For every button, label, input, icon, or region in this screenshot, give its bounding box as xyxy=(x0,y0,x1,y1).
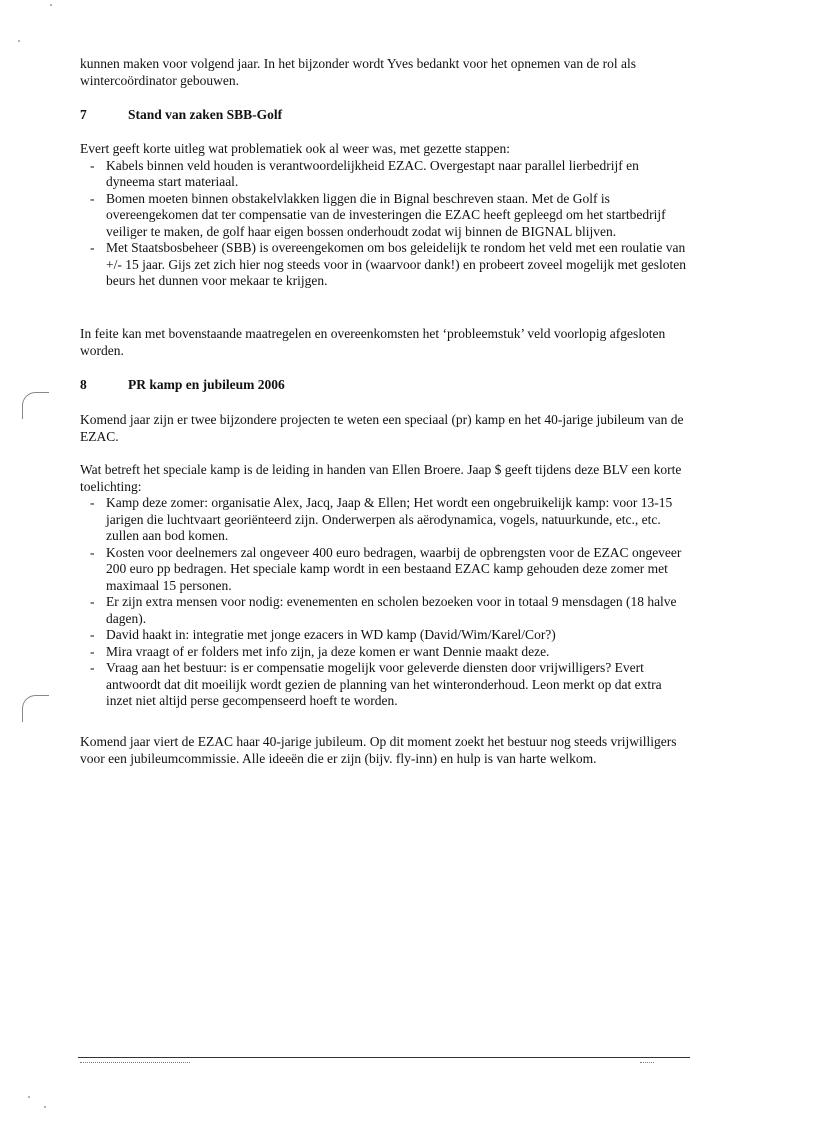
list-item: - Kamp deze zomer: organisatie Alex, Jacq, Jaap & Ellen; Het wordt een ongebruikelijk kamp: voor 13-15 jarigen die luchtvaart georiënteerd zijn. Onderwerpen als aërodynamica, vogels, natuurkunde, etc., etc. zullen aan bod komen. xyxy=(88,495,690,545)
section-8-body xyxy=(80,462,690,710)
footer-faint-text xyxy=(80,1062,190,1064)
list-item: - Bomen moeten binnen obstakelvlakken liggen die in Bignal beschreven staan. Met de Golf is overeengekomen dat ter compensatie van de investeringen die EZAC heeft gepleegd om het startbedrijf veiliger te maken, de golf haar eigen bossen onderhoudt zodat wij binnen de BIGNAL blijven. xyxy=(88,191,690,241)
section-8-para-3-text: Komend jaar viert de EZAC haar 40-jarige jubileum. Op dit moment zoekt het bestuur nog steeds vrijwilligers voor een jubileumcommissie. Alle ideeën die er zijn (bijv. fly-inn) en hulp is van harte welkom. xyxy=(80,734,677,766)
section-7-title: Stand van zaken SBB-Golf xyxy=(128,107,283,122)
section-7-bullet-list xyxy=(80,158,690,290)
section-7-number: 7 xyxy=(80,107,87,122)
scan-speck xyxy=(50,4,52,6)
section-8-para-3 xyxy=(80,734,690,767)
section-8-bullet-list xyxy=(80,495,690,710)
intro-text: kunnen maken voor volgend jaar. In het bijzonder wordt Yves bedankt voor het opnemen van de rol als wintercoördinator gebouwen. xyxy=(80,56,636,88)
section-7-lead: Evert geeft korte uitleg wat problematiek ook al weer was, met gezette stappen: xyxy=(80,141,510,156)
list-item: - Mira vraagt of er folders met info zijn, ja deze komen er want Dennie maakt deze. xyxy=(88,644,690,661)
section-7-heading xyxy=(80,107,282,124)
list-item: - Er zijn extra mensen voor nodig: evenementen en scholen bezoeken voor in totaal 9 mensdagen (18 halve dagen). xyxy=(88,594,690,627)
section-8-title: PR kamp en jubileum 2006 xyxy=(128,377,285,392)
footer-page-mark xyxy=(640,1062,654,1064)
list-item: - Vraag aan het bestuur: is er compensatie mogelijk voor geleverde diensten door vrijwilligers? Evert antwoordt dat dit moeilijk wordt gezien de planning van het winteronderhoud. Leon merkt op dat extra inzet niet altijd perse gecompenseerd hoeft te worden. xyxy=(88,660,690,710)
scan-speck xyxy=(18,40,20,42)
section-8-number: 8 xyxy=(80,377,87,392)
section-8-para-1-text: Komend jaar zijn er twee bijzondere projecten te weten een speciaal (pr) kamp en het 40-jarige jubileum van de EZAC. xyxy=(80,412,684,444)
list-item: - Kabels binnen veld houden is verantwoordelijkheid EZAC. Overgestapt naar parallel lierbedrijf en dyneema start materiaal. xyxy=(88,158,690,191)
section-8-para-1 xyxy=(80,412,690,445)
section-7-body xyxy=(80,141,690,290)
scan-speck xyxy=(44,1106,46,1108)
scan-speck xyxy=(28,1096,30,1098)
punch-hole-mark xyxy=(22,392,49,419)
list-item: - David haakt in: integratie met jonge ezacers in WD kamp (David/Wim/Karel/Cor?) xyxy=(88,627,690,644)
section-8-heading xyxy=(80,377,285,394)
footer-divider xyxy=(78,1057,690,1058)
section-7-closing-text: In feite kan met bovenstaande maatregelen en overeenkomsten het ‘probleemstuk’ veld voorlopig afgesloten worden. xyxy=(80,326,666,358)
list-item: - Kosten voor deelnemers zal ongeveer 400 euro bedragen, waarbij de opbrengsten voor de EZAC ongeveer 200 euro pp bedragen. Het speciale kamp wordt in een bestaand EZAC kamp gehouden deze zomer met maximaal 15 personen. xyxy=(88,545,690,595)
list-item: - Met Staatsbosbeheer (SBB) is overeengekomen om bos geleidelijk te rondom het veld met een roulatie van +/- 15 jaar. Gijs zet zich hier nog steeds voor in (waarvoor dank!) en probeert zoveel mogelijk met gesloten beurs het dunnen voor mekaar te krijgen. xyxy=(88,240,690,290)
intro-paragraph xyxy=(80,56,690,89)
section-7-closing xyxy=(80,326,690,359)
section-8-para-2-text: Wat betreft het speciale kamp is de leiding in handen van Ellen Broere. Jaap $ geeft tijdens deze BLV een korte toelichting: xyxy=(80,462,682,494)
punch-hole-mark xyxy=(22,695,49,722)
